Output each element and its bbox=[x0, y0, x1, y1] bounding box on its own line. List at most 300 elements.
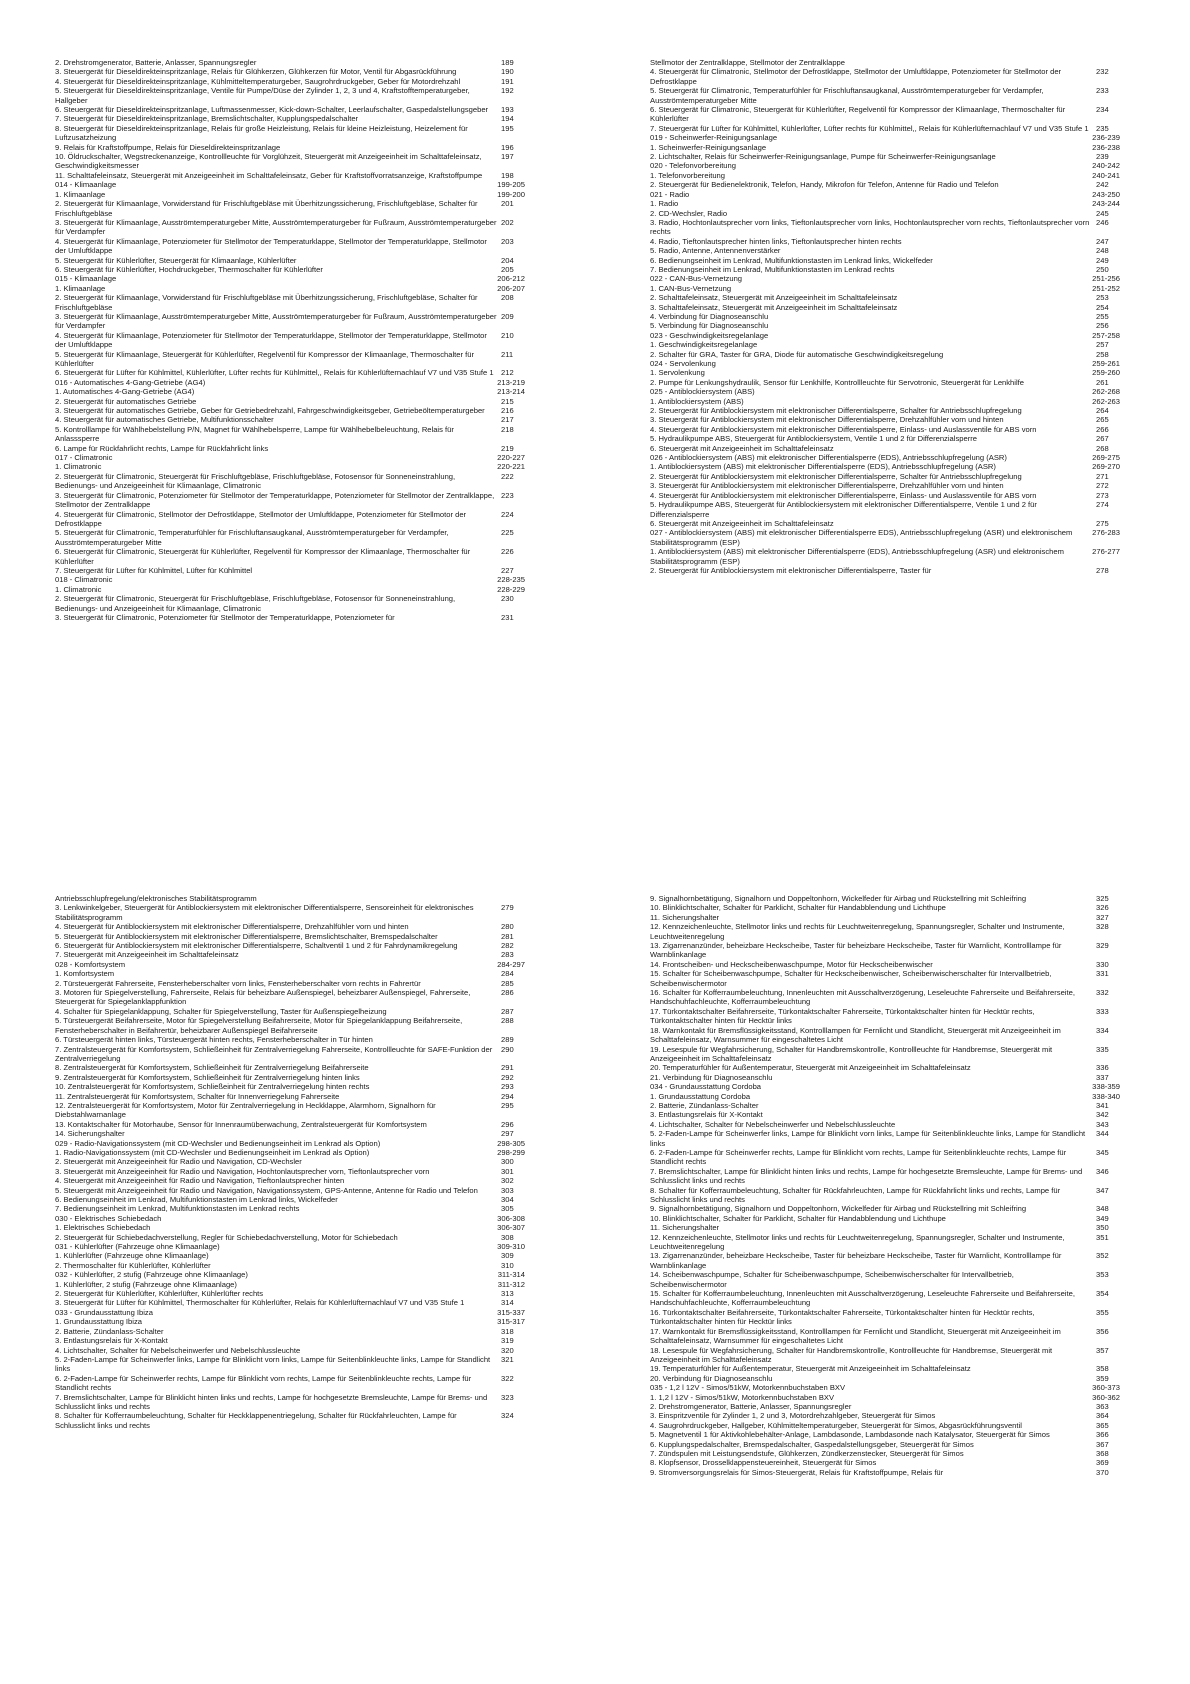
toc-entry-title: 8. Schalter für Kofferraumbeleuchtung, Schalter für Rückfahrleuchten, Lampe für Rückfahrlicht links und rechts, Lampe für Schlusslicht links und rechts bbox=[650, 1185, 1061, 1204]
toc-entry-title: 10. Blinklichtschalter, Schalter für Parklicht, Schalter für Handabblendung und Lichthupe bbox=[650, 1213, 946, 1223]
toc-entry-page: 284 bbox=[501, 969, 514, 979]
toc-entry-title: 028 - Komfortsystem bbox=[55, 959, 126, 969]
toc-entry-title: 5. Radio, Antenne, Antennenverstärker bbox=[650, 246, 781, 256]
toc-entry bbox=[650, 1214, 1120, 1223]
toc-entry-title: 2. Türsteuergerät Fahrerseite, Fensterheberschalter vorn links, Fensterheberschalter vorn rechts in Fahrertür bbox=[55, 978, 421, 988]
toc-entry-title: 4. Steuergerät für Climatronic, Stellmotor der Defrostklappe, Stellmotor der Umluftklappe, Potenziometer für Stellmotor der Defrostklappe bbox=[55, 509, 467, 528]
toc-entry-page: 355 bbox=[1096, 1307, 1109, 1317]
toc-entry bbox=[55, 566, 525, 575]
toc-entry bbox=[55, 1195, 525, 1204]
toc-entry-title: 6. Steuergerät für Climatronic, Steuergerät für Kühlerlüfter, Regelventil für Kompressor der Klimaanlage, Thermoschalter für Kühlerlüfter bbox=[55, 547, 471, 566]
toc-entry-title: 3. Radio, Hochtonlautsprecher vorn links, Tieftonlautsprecher vorn links, Hochtonlautsprecher vorn rechts, Tieftonlautsprecher vorn rechts bbox=[650, 217, 1090, 237]
toc-entry-title: 1. Klimaanlage bbox=[55, 189, 106, 199]
toc-entry-page: 290 bbox=[501, 1044, 514, 1054]
toc-entry-title: 4. Radio, Tieftonlautsprecher hinten links, Tieftonlautsprecher hinten rechts bbox=[650, 236, 902, 246]
toc-entry-page: 336 bbox=[1096, 1063, 1109, 1073]
toc-entry bbox=[55, 293, 525, 312]
toc-entry bbox=[650, 209, 1120, 218]
toc-entry-title: 13. Zigarrenanzünder, beheizbare Heckscheibe, Taster für beheizbare Heckscheibe, Taster für Warnlicht, Kontrolllampe für Warnblinkanlage bbox=[650, 1251, 1062, 1270]
toc-entry bbox=[650, 1110, 1120, 1119]
toc-entry bbox=[55, 1204, 525, 1213]
toc-entry-title: 5. Magnetventil 1 für Aktivkohlebehälter-Anlage, Lambdasonde, Lambdasonde nach Katalysator, Steuergerät für Simos bbox=[650, 1430, 1050, 1440]
toc-entry-page: 223 bbox=[501, 490, 514, 500]
toc-entry bbox=[55, 1327, 525, 1336]
toc-entry-page: 344 bbox=[1096, 1129, 1109, 1139]
toc-entry-title: 4. Schalter für Spiegelanklappung, Schalter für Spiegelverstellung, Taster für Außenspiegelheizung bbox=[55, 1006, 387, 1016]
toc-entry-title: 1. Komfortsystem bbox=[55, 969, 115, 979]
toc-entry-page: 215 bbox=[501, 396, 514, 406]
toc-entry-page: 287 bbox=[501, 1006, 514, 1016]
toc-entry-title: 8. Schalter für Kofferraumbeleuchtung, Schalter für Heckklappenentriegelung, Schalter für Rückfahrleuchten, Lampe für Schlusslicht links und rechts bbox=[55, 1411, 457, 1430]
toc-entry-title: 7. Bedienungseinheit im Lenkrad, Multifunktionstasten im Lenkrad rechts bbox=[650, 264, 895, 274]
toc-entry-page: 298-299 bbox=[497, 1147, 525, 1157]
toc-entry-title: 3. Entlastungsrelais für X-Kontakt bbox=[55, 1336, 168, 1346]
toc-entry-page: 206-207 bbox=[497, 283, 525, 293]
toc-entry-page: 360-373 bbox=[1092, 1383, 1120, 1393]
toc-entry-title: 5. Kontrolllampe für Wählhebelstellung P/N, Magnet für Wählhebelsperre, Lampe für Wählhebelbeleuchtung, Relais für Anlasssperre bbox=[55, 424, 454, 444]
toc-entry-page: 350 bbox=[1096, 1223, 1109, 1233]
toc-entry bbox=[55, 397, 525, 406]
toc-entry-title: 1. 1,2 l 12V - Simos/51kW, Motorkennbuchstaben BXV bbox=[650, 1392, 835, 1402]
toc-entry bbox=[55, 1016, 525, 1035]
toc-entry bbox=[650, 425, 1120, 434]
toc-entry bbox=[650, 1101, 1120, 1110]
toc-entry-title: 20. Verbindung für Diagnoseanschlu bbox=[650, 1373, 773, 1383]
toc-entry bbox=[55, 312, 525, 331]
toc-entry bbox=[650, 434, 1120, 443]
toc-entry bbox=[650, 105, 1120, 124]
toc-entry-page: 304 bbox=[501, 1195, 514, 1204]
toc-entry-title: 2. Lichtschalter, Relais für Scheinwerfer-Reinigungsanlage, Pumpe für Scheinwerfer-Reinigungsanlage bbox=[650, 152, 996, 162]
toc-entry-title: 10. Blinklichtschalter, Schalter für Parklicht, Schalter für Handabblendung und Lichthupe bbox=[650, 903, 946, 913]
toc-entry-page: 220-227 bbox=[497, 453, 525, 463]
toc-entry-page: 314 bbox=[501, 1298, 514, 1308]
toc-entry bbox=[55, 941, 525, 950]
toc-entry-title: 14. Scheibenwaschpumpe, Schalter für Scheibenwaschpumpe, Scheibenwischerschalter für Intervallbetrieb, Scheibenwischermotor bbox=[650, 1270, 1014, 1289]
toc-entry-title: 6. 2-Faden-Lampe für Scheinwerfer rechts, Lampe für Blinklicht vorn rechts, Lampe für Seitenblinkleuchte rechts, Lampe für Standlicht rechts bbox=[650, 1147, 1067, 1167]
toc-entry bbox=[55, 1129, 525, 1138]
toc-entry-title: 5. Steuergerät für Climatronic, Temperaturfühler für Frischluftansaugkanal, Ausströmtemperaturgeber für Verdampfer, Ausströmtemperaturgeber Mitte bbox=[650, 86, 1044, 105]
toc-entry-title: 7. Bremslichtschalter, Lampe für Blinklicht hinten links und rechts, Lampe für hochgesetzte Bremsleuchte, Lampe für Brems- und Schlusslicht links und rechts bbox=[55, 1392, 488, 1411]
toc-entry-page: 191 bbox=[501, 76, 514, 86]
toc-entry-title: 031 - Kühlerlüfter (Fahrzeuge ohne Klimaanlage) bbox=[55, 1242, 220, 1252]
toc-entry bbox=[650, 1026, 1120, 1045]
toc-entry-title: 7. Bremslichtschalter, Lampe für Blinklicht hinten links und rechts, Lampe für hochgesetzte Bremsleuchte, Lampe für Brems- und Schlusslicht links und rechts bbox=[650, 1166, 1083, 1186]
toc-entry bbox=[650, 1374, 1120, 1383]
toc-entry-page: 248 bbox=[1096, 246, 1109, 256]
toc-entry bbox=[650, 1393, 1120, 1402]
toc-entry-page: 342 bbox=[1096, 1110, 1109, 1120]
toc-entry-title: 6. Kupplungspedalschalter, Bremspedalschalter, Gaspedalstellungsgeber, Steuergerät für Simos bbox=[650, 1439, 974, 1449]
toc-entry-page: 251-256 bbox=[1092, 274, 1120, 284]
toc-entry-page: 291 bbox=[501, 1063, 514, 1073]
toc-entry bbox=[650, 1458, 1120, 1467]
toc-entry bbox=[650, 237, 1120, 246]
toc-entry bbox=[55, 1336, 525, 1345]
toc-entry-page: 284-297 bbox=[497, 959, 525, 969]
toc-column-right bbox=[650, 58, 1120, 575]
toc-entry bbox=[650, 1289, 1120, 1308]
toc-entry-title: 6. Steuergerät für Antiblockiersystem mit elektronischer Differentialsperre, Schaltventil 1 und 2 für Fahrdynamikregelung bbox=[55, 941, 458, 951]
toc-entry-title: 5. Steuergerät für Kühlerlüfter, Steuergerät für Klimaanlage, Kühlerlüfter bbox=[55, 255, 297, 265]
toc-entry-page: 310 bbox=[501, 1260, 514, 1270]
toc-entry bbox=[55, 1045, 525, 1064]
toc-entry bbox=[55, 510, 525, 529]
toc-entry-page: 276-277 bbox=[1092, 547, 1120, 557]
toc-entry bbox=[650, 1120, 1120, 1129]
toc-entry-title: 1. CAN-Bus-Vernetzung bbox=[650, 283, 732, 293]
toc-entry-title: 1. Geschwindigkeitsregelanlage bbox=[650, 340, 758, 350]
toc-entry-title: 2. Steuergerät für Klimaanlage, Vorwiderstand für Frischluftgebläse mit Überhitzungssicherung, Frischluftgebläse, Schalter für Frischluftgebläse bbox=[55, 293, 478, 312]
toc-entry-title: 4. Saugrohrdruckgeber, Hallgeber, Kühlmitteltemperaturgeber, Steuergerät für Simos, Abgasrückführungsventil bbox=[650, 1420, 1022, 1430]
toc-entry bbox=[55, 284, 525, 293]
toc-entry-title: 2. Steuergerät für Klimaanlage, Vorwiderstand für Frischluftgebläse mit Überhitzungssicherung, Frischluftgebläse, Schalter für Frischluftgebläse bbox=[55, 199, 478, 218]
toc-entry-page: 233 bbox=[1096, 86, 1109, 96]
toc-entry-page: 279 bbox=[501, 903, 514, 913]
toc-entry-page: 351 bbox=[1096, 1232, 1109, 1242]
toc-entry-page: 213-214 bbox=[497, 387, 525, 397]
toc-entry-page: 311-314 bbox=[497, 1270, 525, 1280]
toc-entry-page: 365 bbox=[1096, 1420, 1109, 1430]
toc-entry bbox=[650, 1233, 1120, 1252]
toc-entry bbox=[55, 1073, 525, 1082]
toc-entry-title: 5. 2-Faden-Lampe für Scheinwerfer links, Lampe für Blinklicht vorn links, Lampe für Seitenblinkleuchte links, Lampe für Standlicht links bbox=[55, 1354, 491, 1374]
toc-entry-title: 6. Steuergerät für Lüfter für Kühlmittel, Kühlerlüfter, Lüfter rechts für Kühlmittel,, Relais für Kühlerlüfternachlauf V7 und V35 Stufe 1 bbox=[55, 368, 494, 378]
toc-entry-page: 335 bbox=[1096, 1044, 1109, 1054]
toc-entry bbox=[55, 331, 525, 350]
toc-entry-page: 242 bbox=[1096, 180, 1109, 190]
toc-entry bbox=[55, 114, 525, 123]
toc-entry-title: 033 - Grundausstattung Ibiza bbox=[55, 1307, 153, 1317]
toc-entry bbox=[55, 124, 525, 143]
toc-entry-page: 210 bbox=[501, 330, 514, 340]
toc-entry-title: 5. Steuergerät für Climatronic, Temperaturfühler für Frischluftansaugkanal, Ausströmtemperaturgeber für Verdampfer, Ausströmtemperaturgeber Mitte bbox=[55, 528, 449, 547]
toc-entry-title: 6. Lampe für Rückfahrlicht rechts, Lampe für Rückfahrlicht links bbox=[55, 443, 269, 453]
toc-entry-page: 345 bbox=[1096, 1147, 1109, 1157]
toc-entry-title: 2. Schalttafeleinsatz, Steuergerät mit Anzeigeeinheit im Schalttafeleinsatz bbox=[650, 293, 898, 303]
toc-entry-page: 232 bbox=[1096, 67, 1109, 77]
toc-entry-page: 235 bbox=[1096, 123, 1109, 133]
toc-entry bbox=[55, 1035, 525, 1044]
toc-section-heading bbox=[650, 331, 1120, 340]
toc-entry-title: 9. Zentralsteuergerät für Komfortsystem, Schließeinheit für Zentralverriegelung hinten links bbox=[55, 1072, 360, 1082]
toc-entry-page: 319 bbox=[501, 1336, 514, 1346]
toc-entry bbox=[650, 378, 1120, 387]
toc-entry-title: 4. Steuergerät für Antiblockiersystem mit elektronischer Differentialsperre, Drehzahlfühler vorn und hinten bbox=[55, 922, 409, 932]
toc-entry-page: 275 bbox=[1096, 518, 1109, 528]
toc-entry-title: 3. Steuergerät für automatisches Getriebe, Geber für Getriebedrehzahl, Fahrgeschwindigkeitsgeber, Getriebeöltemperaturgeber bbox=[55, 406, 485, 416]
toc-entry-page: 193 bbox=[501, 105, 514, 115]
toc-entry-title: 3. Entlastungsrelais für X-Kontakt bbox=[650, 1110, 763, 1120]
toc-entry-title: 026 - Antiblockiersystem (ABS) mit elektronischer Differentialsperre (EDS), Antriebsschlupfregelung (ASR) bbox=[650, 453, 1007, 463]
toc-entry-title: 9. Signalhornbetätigung, Signalhorn und Doppeltonhorn, Wickelfeder für Airbag und Rückstellring mit Schleifring bbox=[650, 1204, 1027, 1214]
toc-entry bbox=[650, 481, 1120, 490]
toc-entry-page: 349 bbox=[1096, 1213, 1109, 1223]
toc-entry bbox=[650, 1430, 1120, 1439]
toc-entry-title: 1. Grundausstattung Ibiza bbox=[55, 1317, 142, 1327]
toc-entry bbox=[55, 218, 525, 237]
toc-entry-page: 268 bbox=[1096, 443, 1109, 453]
toc-entry bbox=[55, 1092, 525, 1101]
toc-entry-page: 201 bbox=[501, 199, 514, 209]
toc-entry-page: 285 bbox=[501, 978, 514, 988]
toc-entry bbox=[55, 547, 525, 566]
toc-entry-title: 029 - Radio-Navigationssystem (mit CD-Wechsler und Bedienungseinheit im Lenkrad als Option) bbox=[55, 1138, 381, 1148]
toc-entry-title: 021 - Radio bbox=[650, 189, 690, 199]
toc-entry bbox=[55, 1007, 525, 1016]
toc-entry-page: 347 bbox=[1096, 1185, 1109, 1195]
toc-entry-page: 206-212 bbox=[497, 274, 525, 284]
toc-entry-title: 21. Verbindung für Diagnoseanschlu bbox=[650, 1072, 773, 1082]
toc-section-heading bbox=[650, 161, 1120, 170]
toc-entry-title: 20. Temperaturfühler für Außentemperatur, Steuergerät mit Anzeigeeinheit im Schalttafeleinsatz bbox=[650, 1063, 971, 1073]
toc-entry-page: 271 bbox=[1096, 471, 1109, 481]
toc-entry bbox=[650, 1092, 1120, 1101]
toc-entry bbox=[55, 988, 525, 1007]
toc-entry bbox=[650, 293, 1120, 302]
toc-entry bbox=[55, 979, 525, 988]
toc-entry-page: 211 bbox=[501, 349, 514, 359]
toc-entry bbox=[55, 528, 525, 547]
toc-entry bbox=[55, 1120, 525, 1129]
toc-entry-title: 027 - Antiblockiersystem (ABS) mit elektronischer Differentialsperre EDS), Antriebsschlupfregelung (ASR) und elektronischem Stabilitätsprogramm (ESP) bbox=[650, 528, 1073, 547]
toc-entry-page: 209 bbox=[501, 311, 514, 321]
toc-entry-page: 213-219 bbox=[497, 377, 525, 387]
toc-entry-page: 367 bbox=[1096, 1439, 1109, 1449]
toc-entry-page: 199-205 bbox=[497, 180, 525, 190]
toc-entry-page: 370 bbox=[1096, 1467, 1109, 1477]
toc-entry-page: 190 bbox=[501, 67, 514, 77]
toc-entry-title: 8. Steuergerät für Dieseldirekteinspritzanlage, Relais für große Heizleistung, Relais für kleine Heizleistung, Heizelement für Luftzusatzheizung bbox=[55, 123, 468, 143]
toc-column-left bbox=[55, 894, 525, 1430]
toc-entry bbox=[650, 350, 1120, 359]
toc-entry-title: 2. Thermoschalter für Kühlerlüfter, Kühlerlüfter bbox=[55, 1260, 211, 1270]
toc-entry-title: 11. Zentralsteuergerät für Komfortsystem, Schalter für Innenverriegelung Fahrerseite bbox=[55, 1091, 340, 1101]
toc-entry bbox=[650, 1063, 1120, 1072]
toc-entry-title: 14. Frontscheiben- und Heckscheibenwaschpumpe, Motor für Heckscheibenwischer bbox=[650, 959, 933, 969]
toc-entry-page: 286 bbox=[501, 988, 514, 998]
toc-entry-page: 301 bbox=[501, 1166, 514, 1176]
toc-section-heading bbox=[55, 1139, 525, 1148]
toc-entry-title: 9. Signalhornbetätigung, Signalhorn und Doppeltonhorn, Wickelfeder für Airbag und Rückstellring mit Schleifring bbox=[650, 894, 1027, 903]
toc-entry bbox=[650, 941, 1120, 960]
toc-entry-title: 19. Lesespule für Wegfahrsicherung, Schalter für Handbremskontrolle, Kontrollleuchte für Handbremse, Steuergerät mit Anzeigeeinheit im Schalttafeleinsatz bbox=[650, 1044, 1053, 1063]
toc-entry-page: 265 bbox=[1096, 415, 1109, 425]
toc-entry-title: 5. Steuergerät mit Anzeigeeinheit für Radio und Navigation, Navigationssystem, GPS-Antenne, Antenne für Radio und Telefon bbox=[55, 1185, 478, 1195]
toc-entry-page: 332 bbox=[1096, 988, 1109, 998]
toc-entry bbox=[55, 1223, 525, 1232]
toc-entry-title: 5. Türsteuergerät Beifahrerseite, Motor für Spiegelverstellung Beifahrerseite, Motor für Spiegelanklappung Beifahrerseite, Fensterheberschalter in Beifahrertür, beheizbarer Außenspiegel Beifahrerseite bbox=[55, 1016, 463, 1035]
toc-entry-page: 288 bbox=[501, 1016, 514, 1026]
toc-entry-title: 6. Steuergerät mit Anzeigeeinheit im Schalttafeleinsatz bbox=[650, 443, 834, 453]
toc-entry-title: 2. Steuergerät für Climatronic, Steuergerät für Frischluftgebläse, Frischluftgebläse, Fotosensor für Sonneneinstrahlung, Bedienungs- und Anzeigeeinheit für Klimaanlage, Climatronic bbox=[55, 594, 456, 613]
toc-entry-title: Antriebsschlupfregelung/elektronisches Stabilitätsprogramm bbox=[55, 894, 257, 903]
toc-entry bbox=[55, 406, 525, 415]
toc-entry-page: 352 bbox=[1096, 1251, 1109, 1261]
toc-entry-title: 1. Klimaanlage bbox=[55, 283, 106, 293]
toc-entry bbox=[55, 969, 525, 978]
toc-entry bbox=[650, 1007, 1120, 1026]
toc-section-heading bbox=[650, 274, 1120, 283]
toc-entry bbox=[650, 519, 1120, 528]
toc-entry bbox=[55, 1251, 525, 1260]
toc-entry-title: 2. Steuergerät für Schiebedachverstellung, Regler für Schiebedachverstellung, Motor für Schiebedach bbox=[55, 1232, 398, 1242]
toc-entry bbox=[650, 321, 1120, 330]
toc-entry-page: 217 bbox=[501, 415, 514, 425]
toc-entry-page: 240-241 bbox=[1092, 170, 1120, 180]
toc-entry-title: 2. Schalter für GRA, Taster für GRA, Diode für automatische Geschwindigkeitsregelung bbox=[650, 349, 944, 359]
toc-entry bbox=[55, 1411, 525, 1430]
toc-entry-title: 10. Öldruckschalter, Wegstreckenanzeige, Kontrollleuchte für Vorglühzeit, Steuergerät mit Anzeigeeinheit im Schalttafeleinsatz, Geschwindigkeitsmesser bbox=[55, 152, 482, 171]
toc-entry-page: 309 bbox=[501, 1251, 514, 1261]
toc-entry bbox=[650, 1308, 1120, 1327]
toc-entry-page: 245 bbox=[1096, 208, 1109, 218]
toc-entry-page: 366 bbox=[1096, 1430, 1109, 1440]
toc-entry-page: 296 bbox=[501, 1119, 514, 1129]
toc-entry-title: 015 - Klimaanlage bbox=[55, 274, 117, 284]
toc-entry-page: 208 bbox=[501, 293, 514, 303]
toc-entry-title: 3. Steuergerät für Klimaanlage, Ausströmtemperaturgeber Mitte, Ausströmtemperaturgeber für Fußraum, Ausströmtemperaturgeber für Verdampfer bbox=[55, 311, 497, 331]
toc-entry bbox=[650, 368, 1120, 377]
toc-entry-page: 280 bbox=[501, 922, 514, 932]
toc-entry bbox=[650, 444, 1120, 453]
toc-entry-title: 024 - Servolenkung bbox=[650, 359, 716, 368]
toc-entry-title: 032 - Kühlerlüfter, 2 stufig (Fahrzeuge ohne Klimaanlage) bbox=[55, 1270, 248, 1280]
toc-entry-page: 231 bbox=[501, 612, 514, 622]
toc-entry bbox=[650, 988, 1120, 1007]
toc-entry bbox=[55, 237, 525, 256]
toc-entry-title: 6. Bedienungseinheit im Lenkrad, Multifunktionstasten im Lenkrad links, Wickelfeder bbox=[55, 1195, 338, 1204]
toc-entry-page: 259-261 bbox=[1092, 359, 1120, 368]
toc-entry-title: 034 - Grundausstattung Cordoba bbox=[650, 1082, 762, 1092]
toc-entry-page: 318 bbox=[501, 1326, 514, 1336]
toc-entry-page: 305 bbox=[501, 1204, 514, 1214]
toc-entry bbox=[55, 1101, 525, 1120]
toc-entry-title: 2. Steuergerät für Climatronic, Steuergerät für Frischluftgebläse, Frischluftgebläse, Fotosensor für Sonneneinstrahlung, Bedienungs- und Anzeigeeinheit für Klimaanlage, Climatronic bbox=[55, 471, 456, 491]
toc-entry-title: 2. CD-Wechsler, Radio bbox=[650, 208, 728, 218]
toc-entry bbox=[55, 1063, 525, 1072]
toc-entry-title: 17. Warnkontakt für Bremsflüssigkeitsstand, Kontrolllampen für Fernlicht und Standlicht, Steuergerät mit Anzeigeeinheit im Schalttafeleinsatz, Warnsummer für eingeschaltetes Licht bbox=[650, 1326, 1061, 1346]
toc-entry-title: 11. Sicherungshalter bbox=[650, 1223, 720, 1233]
toc-entry-page: 257 bbox=[1096, 340, 1109, 350]
toc-entry-title: 1. Kühlerlüfter, 2 stufig (Fahrzeuge ohne Klimaanlage) bbox=[55, 1279, 237, 1289]
toc-entry-page: 203 bbox=[501, 236, 514, 246]
toc-entry-title: 1. Climatronic bbox=[55, 462, 102, 472]
toc-entry-title: 7. Steuergerät für Dieseldirekteinspritzanlage, Bremslichtschalter, Kupplungspedalschalter bbox=[55, 114, 359, 124]
toc-entry-title: 11. Sicherungshalter bbox=[650, 912, 720, 922]
toc-entry-page: 329 bbox=[1096, 941, 1109, 951]
toc-entry bbox=[55, 387, 525, 396]
toc-entry-page: 189 bbox=[501, 58, 514, 67]
toc-entry bbox=[55, 256, 525, 265]
toc-entry bbox=[650, 969, 1120, 988]
toc-entry-page: 262-263 bbox=[1092, 396, 1120, 406]
toc-entry-page: 192 bbox=[501, 86, 514, 96]
toc-entry-page: 341 bbox=[1096, 1100, 1109, 1110]
toc-entry-page: 359 bbox=[1096, 1373, 1109, 1383]
toc-entry-title: 2. Drehstromgenerator, Batterie, Anlasser, Spannungsregler bbox=[55, 58, 257, 67]
toc-entry-page: 302 bbox=[501, 1176, 514, 1186]
toc-entry-title: 10. Zentralsteuergerät für Komfortsystem, Schließeinheit für Zentralverriegelung hinten rechts bbox=[55, 1082, 370, 1092]
toc-entry-title: 17. Türkontaktschalter Beifahrerseite, Türkontaktschalter Fahrerseite, Türkontaktschalter hinten für Hecktür rechts, Türkontaktschalter hinten für Hecktür links bbox=[650, 1006, 1035, 1026]
toc-entry-title: 1. Radio bbox=[650, 199, 679, 209]
toc-entry bbox=[55, 1148, 525, 1157]
toc-entry-page: 297 bbox=[501, 1129, 514, 1139]
toc-entry bbox=[650, 491, 1120, 500]
toc-entry bbox=[55, 491, 525, 510]
toc-entry-page: 253 bbox=[1096, 293, 1109, 303]
toc-entry bbox=[650, 1129, 1120, 1148]
toc-entry-title: 3. Einspritzventile für Zylinder 1, 2 und 3, Motordrehzahlgeber, Steuergerät für Simos bbox=[650, 1411, 936, 1421]
toc-entry-page: 259-260 bbox=[1092, 368, 1120, 378]
toc-entry bbox=[650, 58, 1120, 67]
toc-entry bbox=[55, 58, 525, 67]
toc-entry-page: 327 bbox=[1096, 912, 1109, 922]
toc-entry-page: 354 bbox=[1096, 1289, 1109, 1299]
toc-entry-page: 256 bbox=[1096, 321, 1109, 331]
toc-entry-title: 6. Türsteuergerät hinten links, Türsteuergerät hinten rechts, Fensterheberschalter in Tür hinten bbox=[55, 1035, 373, 1045]
toc-section-heading bbox=[650, 359, 1120, 368]
toc-entry-title: 2. Batterie, Zündanlass-Schalter bbox=[55, 1326, 164, 1336]
toc-section-heading bbox=[55, 1270, 525, 1279]
toc-entry-page: 300 bbox=[501, 1157, 514, 1167]
toc-entry-title: 1. Automatisches 4-Gang-Getriebe (AG4) bbox=[55, 387, 195, 397]
toc-entry bbox=[650, 894, 1120, 903]
toc-entry-title: 1. Antiblockiersystem (ABS) mit elektronischer Differentialsperre (EDS), Antriebsschlupfregelung (ASR) und elektronischem Stabilitätsprogramm (ESP) bbox=[650, 547, 1064, 566]
toc-entry bbox=[55, 472, 525, 491]
toc-entry-title: 2. Steuergerät für Kühlerlüfter, Kühlerlüfter, Kühlerlüfter rechts bbox=[55, 1289, 264, 1299]
toc-entry-page: 311-312 bbox=[497, 1279, 525, 1289]
toc-entry-title: 6. Steuergerät für Kühlerlüfter, Hochdruckgeber, Thermoschalter für Kühlerlüfter bbox=[55, 264, 323, 274]
toc-entry-title: 3. Steuergerät für Antiblockiersystem mit elektronischer Differentialsperre, Drehzahlfühler vorn und hinten bbox=[650, 415, 1004, 425]
toc-entry-title: 2. Steuergerät für automatisches Getriebe bbox=[55, 396, 197, 406]
toc-entry-page: 282 bbox=[501, 941, 514, 951]
toc-entry-page: 324 bbox=[501, 1411, 514, 1421]
toc-entry bbox=[55, 152, 525, 171]
toc-entry bbox=[55, 1355, 525, 1374]
toc-section-heading bbox=[55, 960, 525, 969]
toc-entry bbox=[650, 284, 1120, 293]
toc-entry-title: 6. Bedienungseinheit im Lenkrad, Multifunktionstasten im Lenkrad links, Wickelfeder bbox=[650, 255, 933, 265]
toc-entry bbox=[650, 1073, 1120, 1082]
toc-entry bbox=[55, 67, 525, 76]
toc-entry-title: 4. Verbindung für Diagnoseanschlu bbox=[650, 311, 769, 321]
toc-entry bbox=[55, 265, 525, 274]
toc-entry-page: 368 bbox=[1096, 1448, 1109, 1458]
toc-entry-page: 325 bbox=[1096, 894, 1109, 903]
toc-entry-title: 2. Pumpe für Lenkungshydraulik, Sensor für Lenkhilfe, Kontrollleuchte für Servotronic, Steuergerät für Lenkhilfe bbox=[650, 377, 1024, 387]
toc-entry-page: 269-270 bbox=[1092, 462, 1120, 472]
toc-entry-title: 035 - 1,2 l 12V - Simos/51kW, Motorkennbuchstaben BXV bbox=[650, 1383, 846, 1393]
toc-entry-title: 3. Steuergerät für Dieseldirekteinspritzanlage, Relais für Glühkerzen, Glühkerzen für Motor, Ventil für Abgasrückführung bbox=[55, 67, 457, 77]
toc-entry bbox=[650, 500, 1120, 519]
toc-entry-page: 334 bbox=[1096, 1025, 1109, 1035]
toc-section-heading bbox=[55, 575, 525, 584]
toc-entry-page: 212 bbox=[501, 368, 514, 378]
toc-entry bbox=[55, 1176, 525, 1185]
toc-entry-title: 12. Zentralsteuergerät für Komfortsystem, Motor für Zentralverriegelung in Heckklappe, Alarmhorn, Signalhorn für Diebstahlwarnanlage bbox=[55, 1100, 436, 1120]
toc-entry-title: 1. Antiblockiersystem (ABS) bbox=[650, 396, 744, 406]
toc-entry-page: 369 bbox=[1096, 1458, 1109, 1468]
toc-entry-page: 243-250 bbox=[1092, 189, 1120, 199]
toc-entry-title: 18. Warnkontakt für Bremsflüssigkeitsstand, Kontrolllampen für Fernlicht und Standlicht, Steuergerät mit Anzeigeeinheit im Schalttafeleinsatz, Warnsummer für eingeschaltetes Licht bbox=[650, 1025, 1061, 1045]
toc-entry-page: 281 bbox=[501, 931, 514, 941]
toc-entry bbox=[650, 312, 1120, 321]
toc-entry-title: 16. Schalter für Kofferraumbeleuchtung, Innenleuchten mit Ausschaltverzögerung, Leseleuchte Fahrerseite und Beifahrerseite, Handschuhfachleuchte, Kofferraumbeleuchtung bbox=[650, 988, 1075, 1007]
toc-entry-title: 13. Zigarrenanzünder, beheizbare Heckscheibe, Taster für beheizbare Heckscheibe, Taster für Warnlicht, Kontrolllampe für Warnblinkanlage bbox=[650, 941, 1062, 960]
toc-entry-page: 250 bbox=[1096, 264, 1109, 274]
toc-section-heading bbox=[650, 1082, 1120, 1091]
